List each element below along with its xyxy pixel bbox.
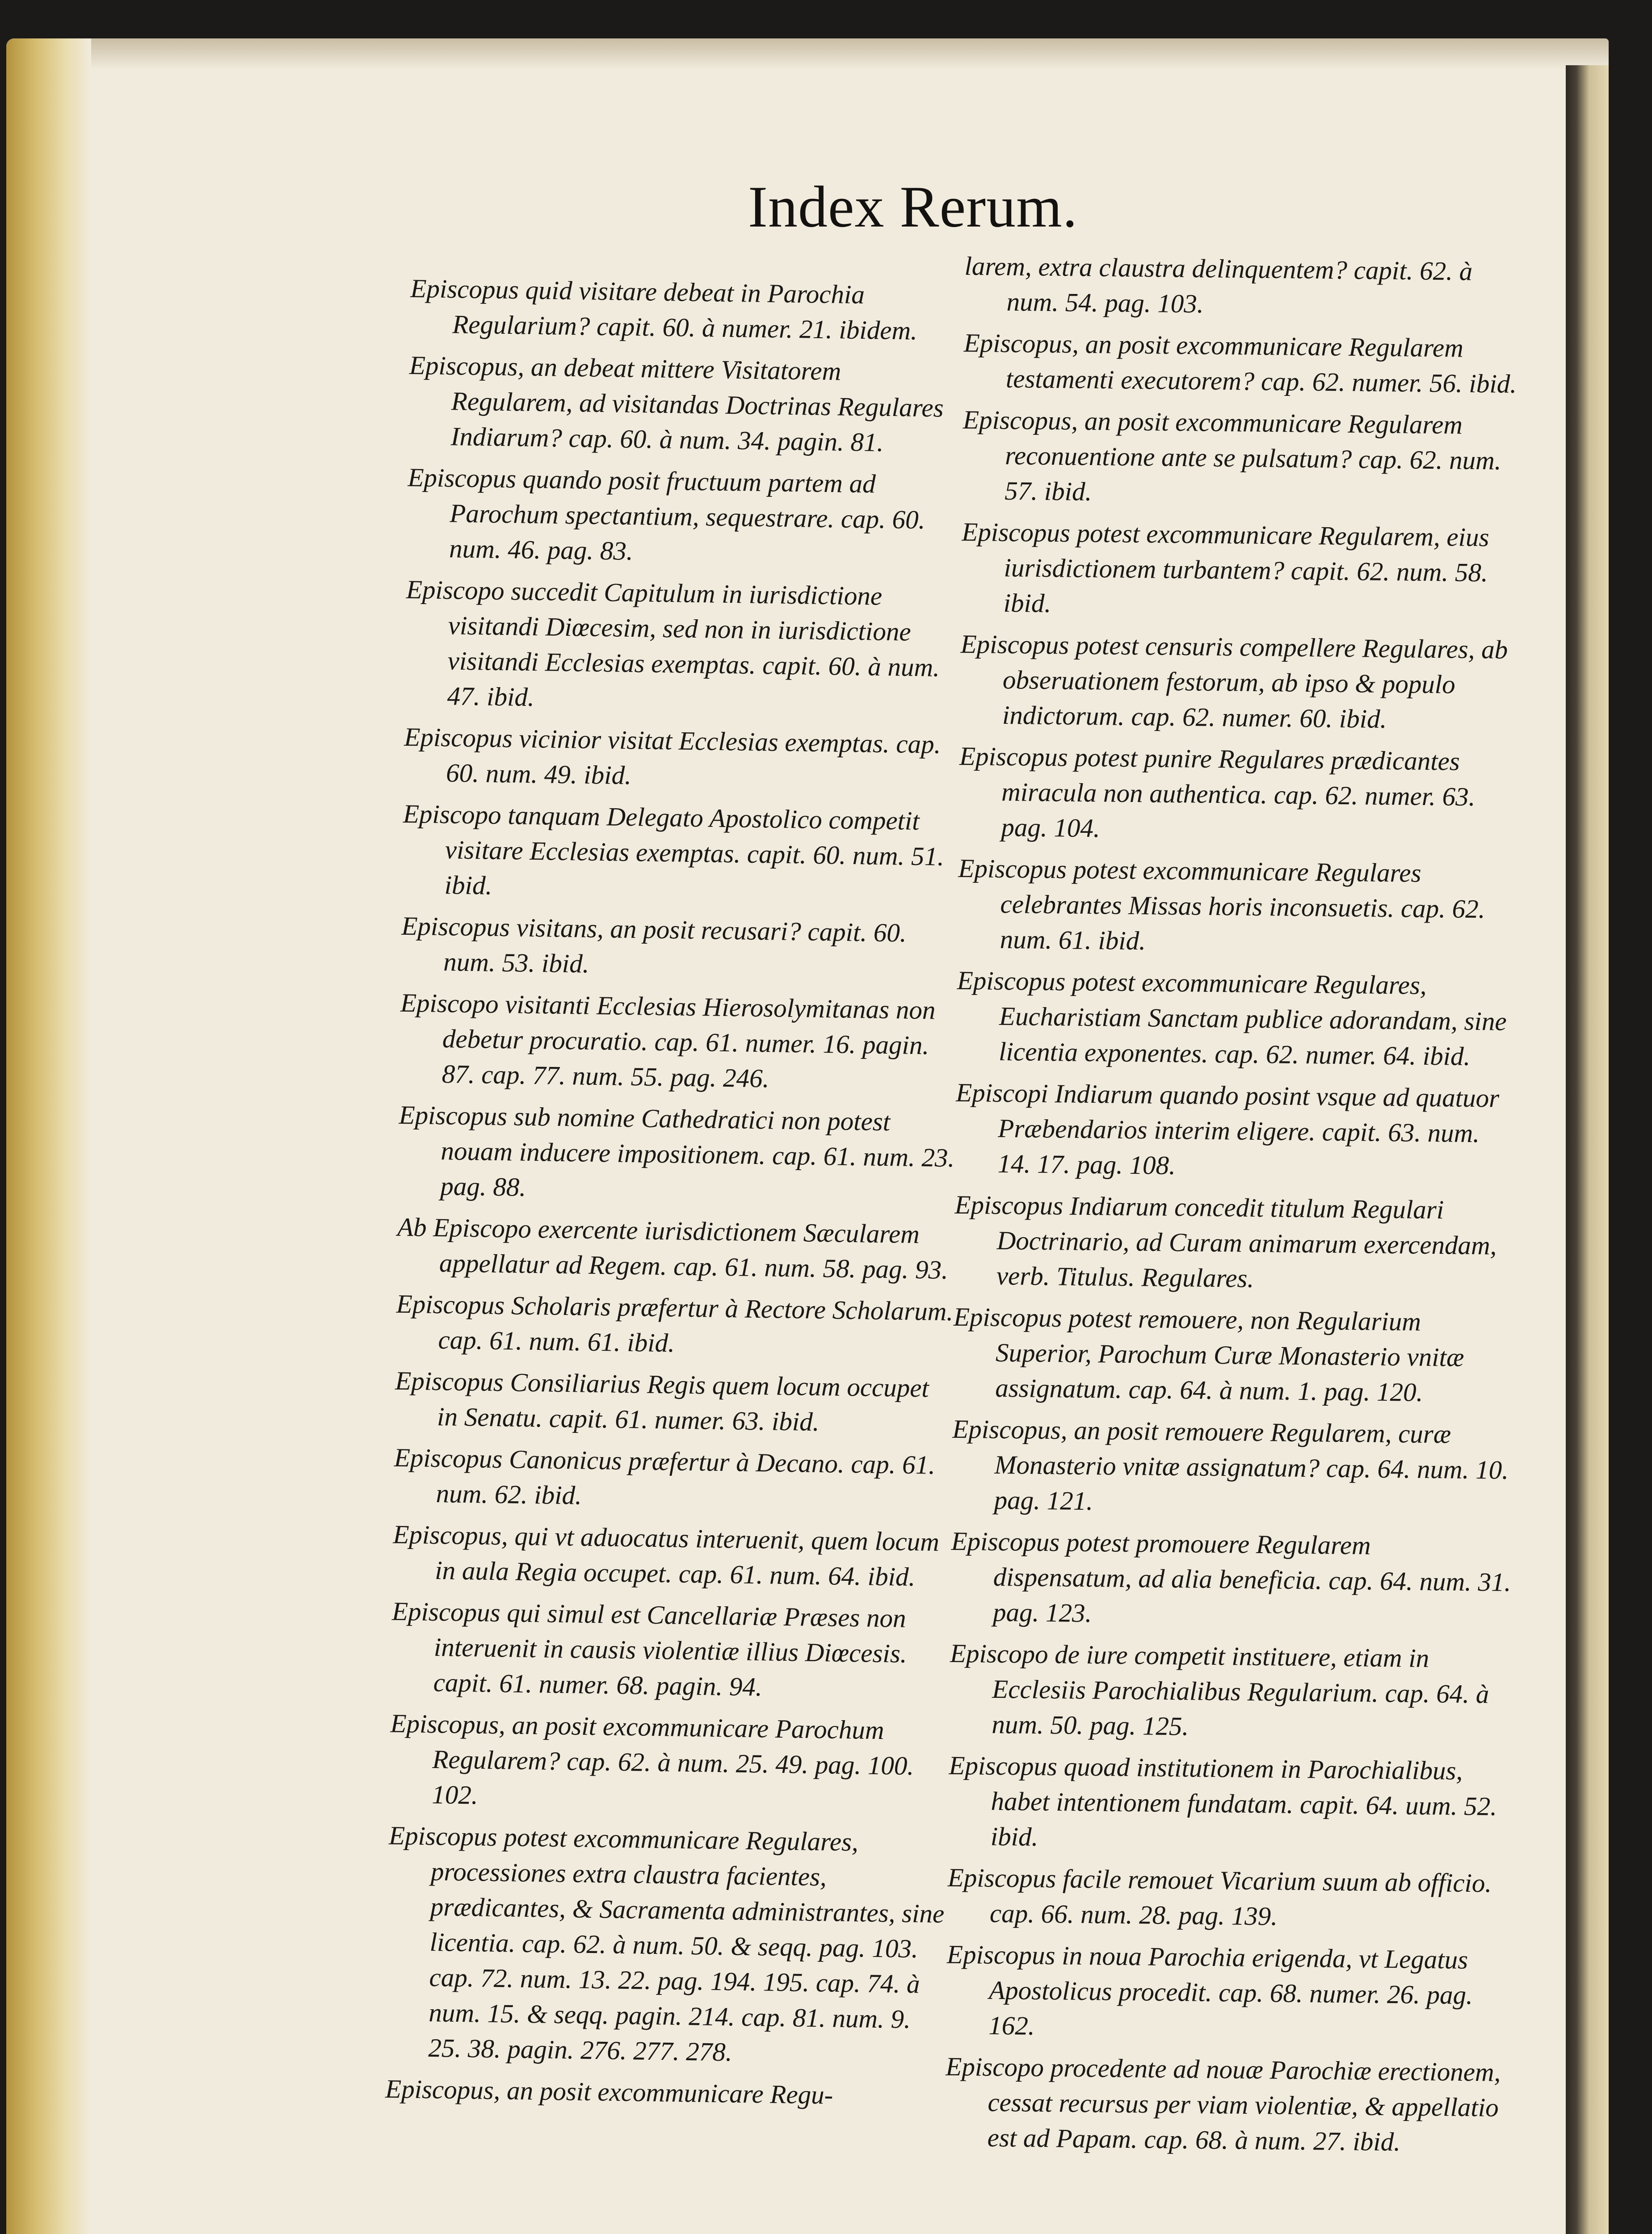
index-entry: Episcopus vicinior visitat Ecclesias exemptas. cap. 60. num. 49. ibid. [404,722,941,790]
index-entry: Episcopus potest excommunicare Regulares, Eucharistiam Sanctam publice adorandam, sine licentia exponentes. cap. 62. numer. 64. ibid. [957,965,1507,1071]
index-entry: Episcopus potest punire Regulares prædicantes miracula non authentica. cap. 62. numer. 63. pag. 104. [959,741,1475,843]
index-entry: Episcopus, an debeat mittere Visitatorem Regularem, ad visitandas Doctrinas Regulares Indiarum? cap. 60. à num. 34. pagin. 81. [409,350,944,457]
index-entry: Episcopus Scholaris præfertur à Rectore Scholarum. cap. 61. num. 61. ibid. [396,1289,954,1358]
index-entry: Episcopus Indiarum concedit titulum Regulari Doctrinario, ad Curam animarum exercendam, verb. Titulus. Regulares. [954,1189,1497,1293]
index-entry: Episcopus potest remouere, non Regularium Superior, Parochum Curæ Monasterio vnitæ assignatum. cap. 64. à num. 1. pag. 120. [953,1302,1464,1407]
index-entry: Episcopo de iure competit instituere, etiam in Ecclesiis Parochialibus Regularium. cap. 64. à num. 50. pag. 125. [950,1638,1489,1741]
index-entry: Episcopus qui simul est Cancellariæ Præses non interuenit in causis violentiæ illius Diœcesis. capit. 61. numer. 68. pagin. 94. [391,1596,908,1702]
facing-page-edge [1566,65,1609,2234]
index-column-left [385,271,969,2121]
book-page [6,38,1609,2234]
index-entry: Episcopus potest excommunicare Regulares, processiones extra claustra facientes, prædicantes, & Sacramenta administrantes, sine licentia. cap. 62. à num. 50. & seqq. pag. 103. cap. 72. num. 13. 22. pag. 194. 195. cap. 74. à num. 15. & seqq. pagin. 214. cap. 81. num. 9. 25. 38. pagin. 276. 277. 278. [388,1820,945,2067]
index-entry: Episcopus, an posit excommunicare Regularem reconuentione ante se pulsatum? cap. 62. num. 57. ibid. [963,404,1501,507]
index-entry: Episcopus sub nomine Cathedratici non potest nouam inducere impositionem. cap. 61. num. 23. pag. 88. [399,1100,955,1202]
index-entry: Episcopus, an posit excommunicare Regu- [385,2074,833,2110]
page-title: Index Rerum. [748,174,1078,239]
index-entry: Episcopus quoad institutionem in Parochialibus, habet intentionem fundatam. capit. 64. uum. 52. ibid. [949,1750,1497,1852]
index-entry: Episcopo procedente ad nouæ Parochiæ erectionem, cessat recursus per viam violentiæ, & appellatio est ad Papam. cap. 68. à num. 27. ibid. [946,2051,1501,2157]
index-entry: Ab Episcopo exercente iurisdictionem Sæcularem appellatur ad Regem. cap. 61. num. 58. pag. 93. [397,1212,949,1285]
index-entry: Episcopus, an posit remouere Regularem, curæ Monasterio vnitæ assignatum? cap. 64. num. 10. pag. 121. [952,1414,1509,1516]
index-entry: Episcopi Indiarum quando posint vsque ad quatuor Præbendarios interim eligere. capit. 63. num. 14. 17. pag. 108. [955,1077,1500,1180]
index-entry: larem, extra claustra delinquentem? capit. 62. à num. 54. pag. 103. [964,251,1473,319]
index-entry: Episcopus quando posit fructuum partem ad Parochum spectantium, sequestrare. cap. 60. num. 46. pag. 83. [408,462,925,566]
index-entry: Episcopus potest promouere Regularem dispensatum, ad alia beneficia. cap. 64. num. 31. pag. 123. [951,1526,1511,1628]
index-entry: Episcopus potest censuris compellere Regulares, ab obseruationem festorum, ab ipso & populo indictorum. cap. 62. numer. 60. ibid. [960,629,1508,734]
index-entry: Episcopus facile remouet Vicarium suum ab officio. cap. 66. num. 28. pag. 139. [947,1862,1492,1931]
index-entry: Episcopus, qui vt aduocatus interuenit, quem locum in aula Regia occupet. cap. 61. num. 64. ibid. [393,1519,940,1592]
index-entry: Episcopo succedit Capitulum in iurisdictione visitandi Diœcesim, sed non in iurisdictione visitandi Ecclesias exemptas. capit. 60. à num. 47. ibid. [406,574,940,712]
index-entry: Episcopus potest excommunicare Regulares celebrantes Missas horis inconsuetis. cap. 62. num. 61. ibid. [958,853,1485,956]
index-entry: Episcopus in noua Parochia erigenda, vt Legatus Apostolicus procedit. cap. 68. numer. 26. pag. 162. [946,1939,1473,2041]
page-gilt-edge [6,38,91,2234]
index-entry: Episcopus quid visitare debeat in Parochia Regularium? capit. 60. à numer. 21. ibidem. [410,273,918,345]
index-entry: Episcopus Consiliarius Regis quem locum occupet in Senatu. capit. 61. numer. 63. ibid. [395,1365,929,1437]
index-entry: Episcopo tanquam Delegato Apostolico competit visitare Ecclesias exemptas. capit. 60. num. 51. ibid. [403,798,945,900]
index-column-right [945,248,1528,2167]
index-entry: Episcopus potest excommunicare Regularem, eius iurisdictionem turbantem? capit. 62. num. 58. ibid. [962,517,1489,618]
index-entry: Episcopo visitanti Ecclesias Hierosolymitanas non debetur procuratio. cap. 61. numer. 16. pagin. 87. cap. 77. num. 55. pag. 246. [400,987,936,1093]
index-entry: Episcopus Canonicus præfertur à Decano. cap. 61. num. 62. ibid. [394,1442,936,1510]
index-entry: Episcopus, an posit excommunicare Parochum Regularem? cap. 62. à num. 25. 49. pag. 100. 102. [390,1708,914,1810]
index-entry: Episcopus, an posit excommunicare Regularem testamenti executorem? cap. 62. numer. 56. ibid. [963,328,1517,399]
page-top-shadow [6,38,1609,70]
index-entry: Episcopus visitans, an posit recusari? capit. 60. num. 53. ibid. [401,911,907,978]
